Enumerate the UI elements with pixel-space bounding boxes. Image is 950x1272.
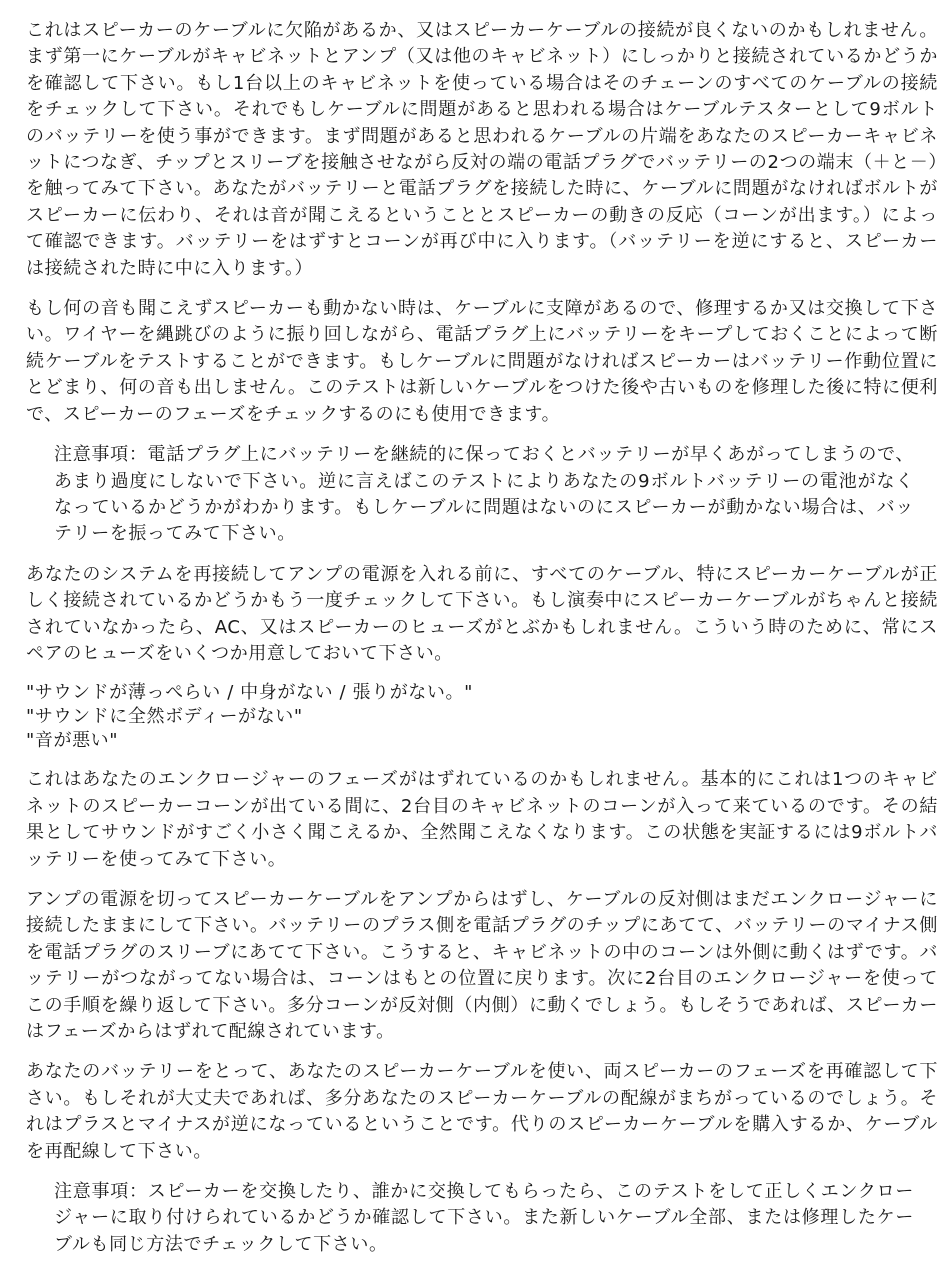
note-replacement-caution: 注意事項：スピーカーを交換したり、誰かに交換してもらったら、このテストをして正しくエンクロージャーに取り付けられているかどうか確認して下さい。また新しいケーブル全部、または修理したケーブルも同じ方法でチェックして下さい。 [54,1181,914,1255]
quote-line: "音が悪い" [26,730,119,752]
document-page [26,18,938,1272]
paragraph-cable-fault: もし何の音も聞こえずスピーカーも動かない時は、ケーブルに支障があるので、修理するか又は交換して下さい。ワイヤーを縄跳びのように振り回しながら、電話プラグ上にバッテリーをキープしておくことによって断続ケーブルをテストすることができます。もしケーブルに問題がなければスピーカーはバッテリー作動位置にとどまり、何の音も出しません。このテストは新しいケーブルをつけた後や古いものを修理した後に特に便利で、スピーカーのフェーズをチェックするのにも使用できます。 [26,298,938,425]
paragraph-phase-explanation: これはあなたのエンクロージャーのフェーズがはずれているのかもしれません。基本的にこれは1つのキャビネットのスピーカーコーンが出ている間に、2台目のキャビネットのコーンが入って来ているのです。その結果としてサウンドがすごく小さく聞こえるか、全然聞こえなくなります。この状態を実証するには9ボルトバッテリーを使ってみて下さい。 [26,769,938,870]
paragraph-cable-test: これはスピーカーのケーブルに欠陥があるか、又はスピーカーケーブルの接続が良くないのかもしれません。まず第一にケーブルがキャビネットとアンプ（又は他のキャビネット）にしっかりと接続されているかどうかを確認して下さい。もし1台以上のキャビネットを使っている場合はそのチェーンのすべてのケーブルの接続をチェックして下さい。それでもしケーブルに問題があると思われる場合はケーブルテスターとして9ボルトのバッテリーを使う事ができます。まず問題があると思われるケーブルの片端をあなたのスピーカーキャビネットにつなぎ、チップとスリーブを接触させながら反対の端の電話プラグでバッテリーの2つの端末（＋と－）を触ってみて下さい。あなたがバッテリーと電話プラグを接続した時に、ケーブルに問題がなければボルトがスピーカーに伝わり、それは音が聞こえるということとスピーカーの動きの反応（コーンが出ます。）によって確認できます。バッテリーをはずすとコーンが再び中に入ります。（バッテリーを逆にすると、スピーカーは接続された時に中に入ります。） [26,20,938,279]
symptom-quotes [26,681,938,753]
quote-line: "サウンドに全然ボディーがない" [26,706,303,728]
paragraph-phase-recheck: あなたのバッテリーをとって、あなたのスピーカーケーブルを使い、両スピーカーのフェーズを再確認して下さい。もしそれが大丈夫であれば、多分あなたのスピーカーケーブルの配線がまちがっているのでしょう。それはプラスとマイナスが逆になっているということです。代りのスピーカーケーブルを購入するか、ケーブルを再配線して下さい。 [26,1061,938,1162]
note-battery-caution: 注意事項：電話プラグ上にバッテリーを継続的に保っておくとバッテリーが早くあがってしまうので、あまり過度にしないで下さい。逆に言えばこのテストによりあなたの9ボルトバッテリーの電池がなくなっているかどうかがわかります。もしケーブルに問題はないのにスピーカーが動かない場合は、バッテリーを振ってみて下さい。 [54,444,914,545]
paragraph-phase-procedure: アンプの電源を切ってスピーカーケーブルをアンプからはずし、ケーブルの反対側はまだエンクロージャーに接続したままにして下さい。バッテリーのプラス側を電話プラグのチップにあてて、バッテリーのマイナス側を電話プラグのスリーブにあてて下さい。こうすると、キャビネットの中のコーンは外側に動くはずです。バッテリーがつながってない場合は、コーンはもとの位置に戻ります。次に2台目のエンクロージャーを使ってこの手順を繰り返して下さい。多分コーンが反対側（内側）に動くでしょう。もしそうであれば、スピーカーはフェーズからはずれて配線されています。 [26,888,938,1042]
quote-line: "サウンドが薄っぺらい / 中身がない / 張りがない。" [26,682,473,704]
paragraph-reconnect-check: あなたのシステムを再接続してアンプの電源を入れる前に、すべてのケーブル、特にスピーカーケーブルが正しく接続されているかどうかもう一度チェックして下さい。もし演奏中にスピーカーケーブルがちゃんと接続されていなかったら、AC、又はスピーカーのヒューズがとぶかもしれません。こういう時のために、常にスペアのヒューズをいくつか用意しておいて下さい。 [26,563,938,664]
